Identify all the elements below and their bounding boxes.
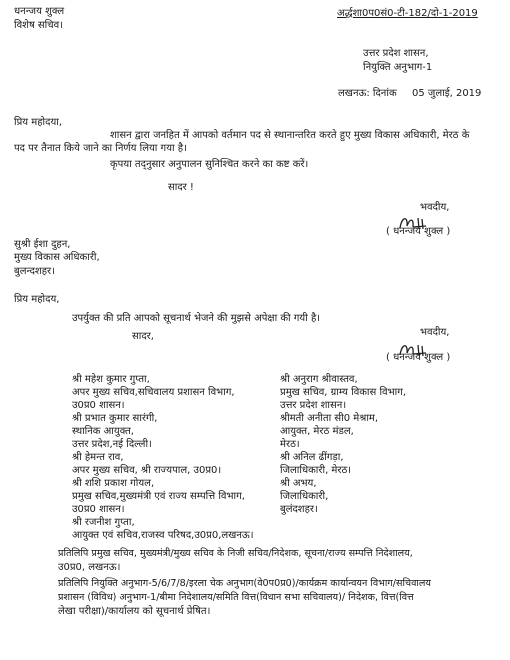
sender-name: धनन्जय शुक्ल [14, 6, 65, 17]
body-paragraph-1-line-2: पद पर तैनात किये जाने का निर्णय लिया गया है। [14, 143, 187, 154]
list-item: श्री अनिल ढींगड़ा, [280, 452, 344, 463]
copy-2-line-1: प्रतिलिपि नियुक्ति अनुभाग-5/6/7/8/इरला चेक अनुभाग(वे0प0प्र0)/कार्यक्रम कार्यान्वयन विभाग/सचिवालय [58, 578, 431, 589]
recipient-post: मुख्य विकास अधिकारी, [14, 252, 100, 263]
list-item: आयुक्त, मेरठ मंडल, [280, 426, 354, 437]
list-item: उ0प्र0 शासन। [72, 504, 125, 515]
list-item: जिलाधिकारी, [280, 491, 329, 502]
yours-1: भवदीय, [420, 202, 450, 213]
list-item: श्री महेश कुमार गुप्ता, [72, 374, 150, 385]
salutation-1: प्रिय महोदया, [14, 117, 63, 128]
list-item: उत्तर प्रदेश,नई दिल्ली। [72, 439, 152, 450]
list-item: मेरठ। [280, 439, 300, 450]
closing-2: सादर, [132, 331, 154, 342]
list-item: जिलाधिकारी, मेरठ। [280, 465, 352, 476]
list-item: श्रीमती अनीता सी0 मेश्राम, [280, 413, 379, 424]
copy-2-line-3: लेखा परीक्षा)/कार्यालय को सूचनार्थ प्रेषित। [58, 606, 211, 617]
list-item: श्री हेमन्त राव, [72, 452, 124, 463]
list-item: प्रमुख सचिव,मुख्यमंत्री एवं राज्य सम्पत्ति विभाग, [72, 491, 245, 502]
recipient-name: सुश्री ईशा दुहन, [14, 239, 71, 250]
sender-title: विशेष सचिव। [14, 20, 63, 31]
place-date-label: लखनऊ: दिनांक [338, 88, 397, 99]
reference-number: अर्द्धशा0प0सं0-टी-182/दो-1-2019 [337, 8, 478, 19]
section-name: नियुक्ति अनुभाग-1 [363, 62, 433, 73]
list-item: बुलंदशहर। [280, 504, 318, 515]
body-2: उपर्युक्त की प्रति आपको सूचनार्थ भेजने की मुझसे अपेक्षा की गयी है। [72, 313, 321, 324]
office-name: उत्तर प्रदेश शासन, [363, 48, 429, 59]
list-item: श्री रजनीश गुप्ता, [72, 517, 135, 528]
list-item: स्थानिक आयुक्त, [72, 426, 134, 437]
recipient-place: बुलन्दशहर। [14, 266, 55, 277]
yours-2: भवदीय, [420, 327, 450, 338]
list-item: श्री शशि प्रकाश गोयल, [72, 478, 155, 489]
list-item: अपर मुख्य सचिव,सचिवालय प्रशासन विभाग, [72, 387, 235, 398]
list-item: अपर मुख्य सचिव, श्री राज्यपाल, उ0प्र0। [72, 465, 222, 476]
list-item: श्री प्रभात कुमार सारंगी, [72, 413, 158, 424]
list-item: आयुक्त एवं सचिव,राजस्व परिषद,उ0प्र0,लखनऊ। [72, 530, 254, 541]
list-item: श्री अभय, [280, 478, 317, 489]
closing-1: सादर ! [168, 182, 194, 193]
signatory-2: ( धनन्जय शुक्ल ) [386, 352, 451, 363]
copy-1-line-2: उ0प्र0, लखनऊ। [58, 562, 121, 573]
letter-date: 05 जुलाई, 2019 [412, 88, 482, 99]
copy-2-line-2: प्रशासन (विविध) अनुभाग-1/बीमा निदेशालय/समिति वित्त(विधान सभा सचिवालय)/ निदेशक, वित्त(वित्त [58, 592, 414, 603]
body-paragraph-1-line-1: शासन द्वारा जनहित में आपको वर्तमान पद से स्थानान्तरित करते हुए मुख्य विकास अधिकारी, मेरठ के [110, 130, 470, 141]
list-item: उत्तर प्रदेश शासन। [280, 400, 347, 411]
signatory-1: ( धनन्जय शुक्ल ) [386, 226, 451, 237]
list-item: प्रमुख सचिव, ग्राम्य विकास विभाग, [280, 387, 407, 398]
body-paragraph-2: कृपया तद्नुसार अनुपालन सुनिश्चित करने का कष्ट करें। [110, 159, 309, 170]
copy-1-line-1: प्रतिलिपि प्रमुख सचिव, मुख्यमंत्री/मुख्य सचिव के निजी सचिव/निदेशक, सूचना/राज्य सम्पत्ति निदेशालय, [58, 548, 413, 559]
list-item: श्री अनुराग श्रीवास्तव, [280, 374, 358, 385]
salutation-2: प्रिय महोदय, [14, 294, 60, 305]
list-item: उ0प्र0 शासन। [72, 400, 125, 411]
